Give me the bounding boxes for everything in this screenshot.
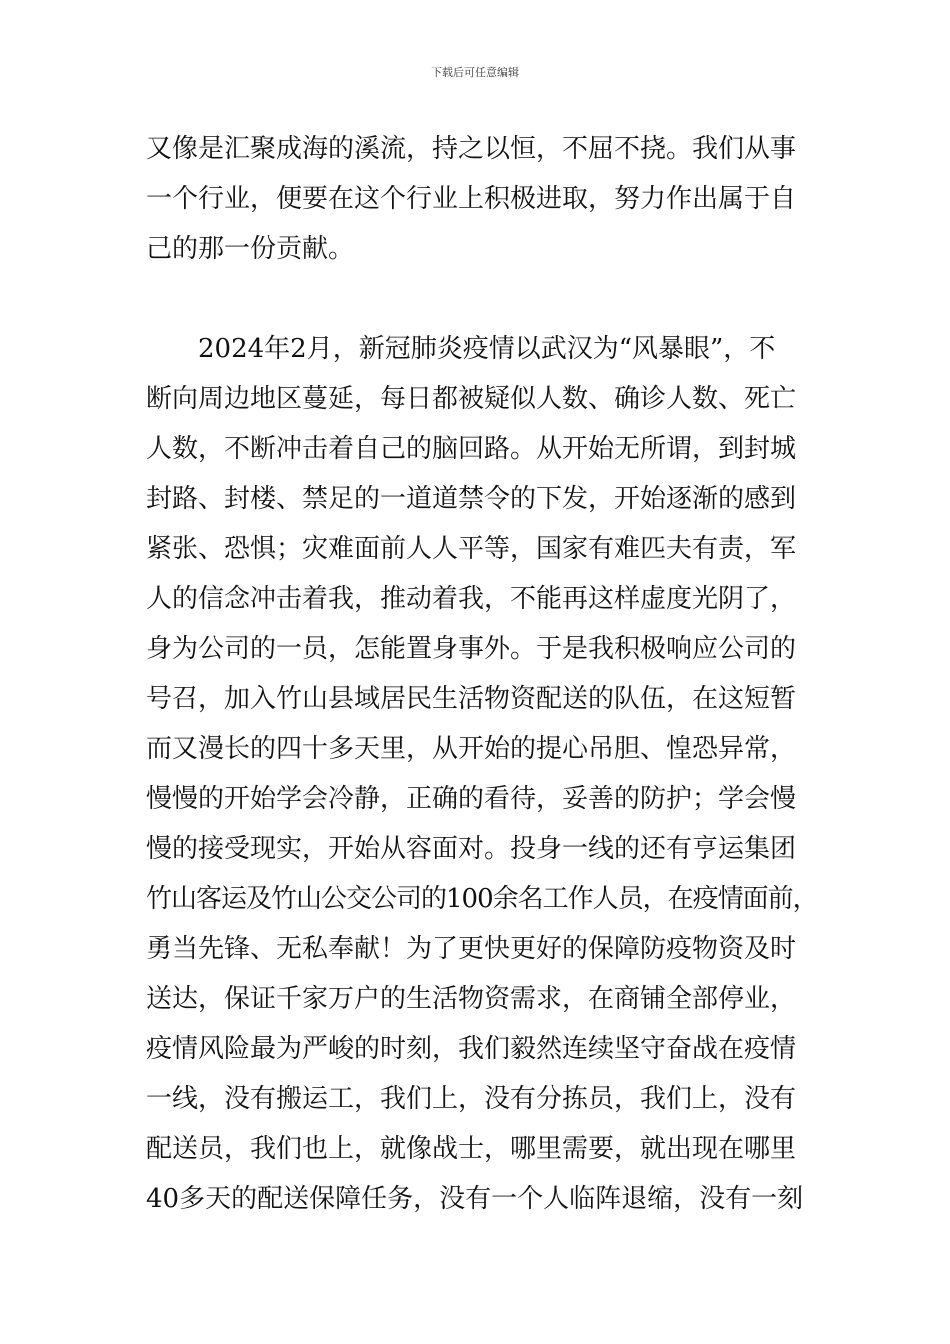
text-line: 疫情风险最为严峻的时刻，我们毅然连续坚守奋战在疫情 [146,1034,797,1064]
text-line: 封路、封楼、禁足的一道道禁令的下发，开始逐渐的感到 [146,484,797,514]
text-line: 一线，没有搬运工，我们上，没有分拣员，我们上，没有 [146,1084,797,1114]
text-line: 断向周边地区蔓延，每日都被疑似人数、确诊人数、死亡 [146,384,797,414]
text-line: 勇当先锋、无私奉献！为了更快更好的保障防疫物资及时 [146,934,797,964]
text-line: 慢慢的开始学会冷静，正确的看待，妥善的防护；学会慢 [146,784,797,814]
text-line: 2024年2月，新冠肺炎疫情以武汉为“风暴眼”，不 [198,334,776,364]
text-line: 一个行业，便要在这个行业上积极进取，努力作出属于自 [146,184,797,214]
page-header-note: 下载后可任意编辑 [431,66,519,79]
text-line: 人数，不断冲击着自己的脑回路。从开始无所谓，到封城 [146,434,797,464]
text-line: 而又漫长的四十多天里，从开始的提心吊胆、惶恐异常， [146,734,797,764]
text-line: 配送员，我们也上，就像战士，哪里需要，就出现在哪里 [146,1134,797,1164]
text-line: 人的信念冲击着我，推动着我，不能再这样虚度光阴了， [146,584,797,614]
text-line: 紧张、恐惧；灾难面前人人平等，国家有难匹夫有责，军 [146,534,797,564]
text-line: 竹山客运及竹山公交公司的100余名工作人员，在疫情面前， [146,884,818,914]
text-line: 送达，保证千家万户的生活物资需求，在商铺全部停业， [146,984,797,1014]
text-line: 号召，加入竹山县域居民生活物资配送的队伍，在这短暂 [146,684,797,714]
text-line: 又像是汇聚成海的溪流，持之以恒，不屈不挠。我们从事 [146,134,797,164]
text-line: 40多天的配送保障任务，没有一个人临阵退缩，没有一刻 [146,1184,804,1214]
text-line: 己的那一份贡献。 [146,234,355,264]
text-line: 慢的接受现实，开始从容面对。投身一线的还有亨运集团 [146,834,797,864]
text-line: 身为公司的一员，怎能置身事外。于是我积极响应公司的 [146,634,797,664]
